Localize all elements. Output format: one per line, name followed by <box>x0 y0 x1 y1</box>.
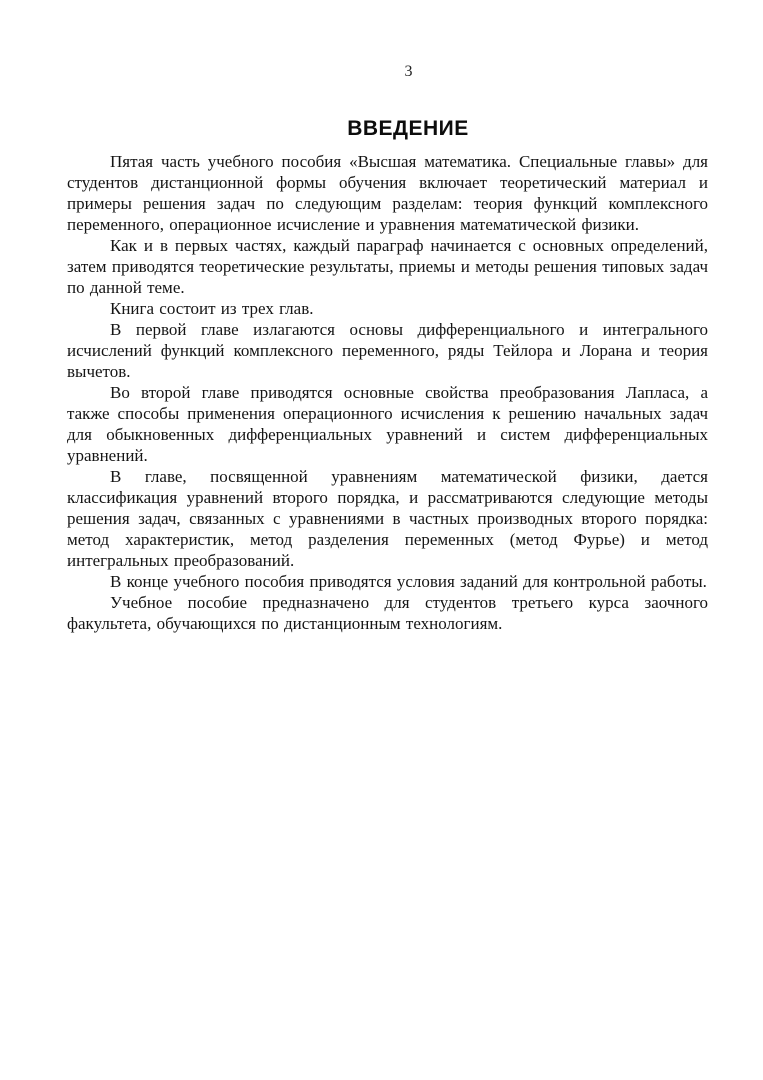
page-title: ВВЕДЕНИЕ <box>347 117 469 140</box>
paragraph-6: В главе, посвященной уравнениям математической физики, дается классификация уравнений второго порядка, и рассматриваются следующие методы решения задач, связанных с уравнениями в частных производных второго порядка: метод характеристик, метод разделения переменных (метод Фурье) и метод интегральных преобразований. <box>67 467 708 570</box>
paragraph-5: Во второй главе приводятся основные свойства преобразования Лапласа, а также способы применения операционного исчисления к решению начальных задач для обыкновенных дифференциальных уравнений и систем дифференциальных уравнений. <box>67 383 708 465</box>
paragraph-4: В первой главе излагаются основы дифференциального и интегрального исчислений функций комплексного переменного, ряды Тейлора и Лорана и теория вычетов. <box>67 320 708 381</box>
paragraph-7: В конце учебного пособия приводятся условия заданий для контрольной работы. <box>110 572 707 591</box>
page-content <box>67 118 708 634</box>
paragraph-2: Как и в первых частях, каждый параграф начинается с основных определений, затем приводятся теоретические результаты, приемы и методы решения типовых задач по данной теме. <box>67 236 708 297</box>
paragraph-3: Книга состоит из трех глав. <box>110 299 314 318</box>
paragraph-1: Пятая часть учебного пособия «Высшая математика. Специальные главы» для студентов дистанционной формы обучения включает теоретический материал и примеры решения задач по следующим разделам: теория функций комплексного переменного, операционное исчисление и уравнения математической физики. <box>67 152 708 234</box>
body-text <box>67 151 708 634</box>
paragraph-8: Учебное пособие предназначено для студентов третьего курса заочного факультета, обучающихся по дистанционным технологиям. <box>67 593 708 633</box>
page-number: 3 <box>404 63 413 80</box>
